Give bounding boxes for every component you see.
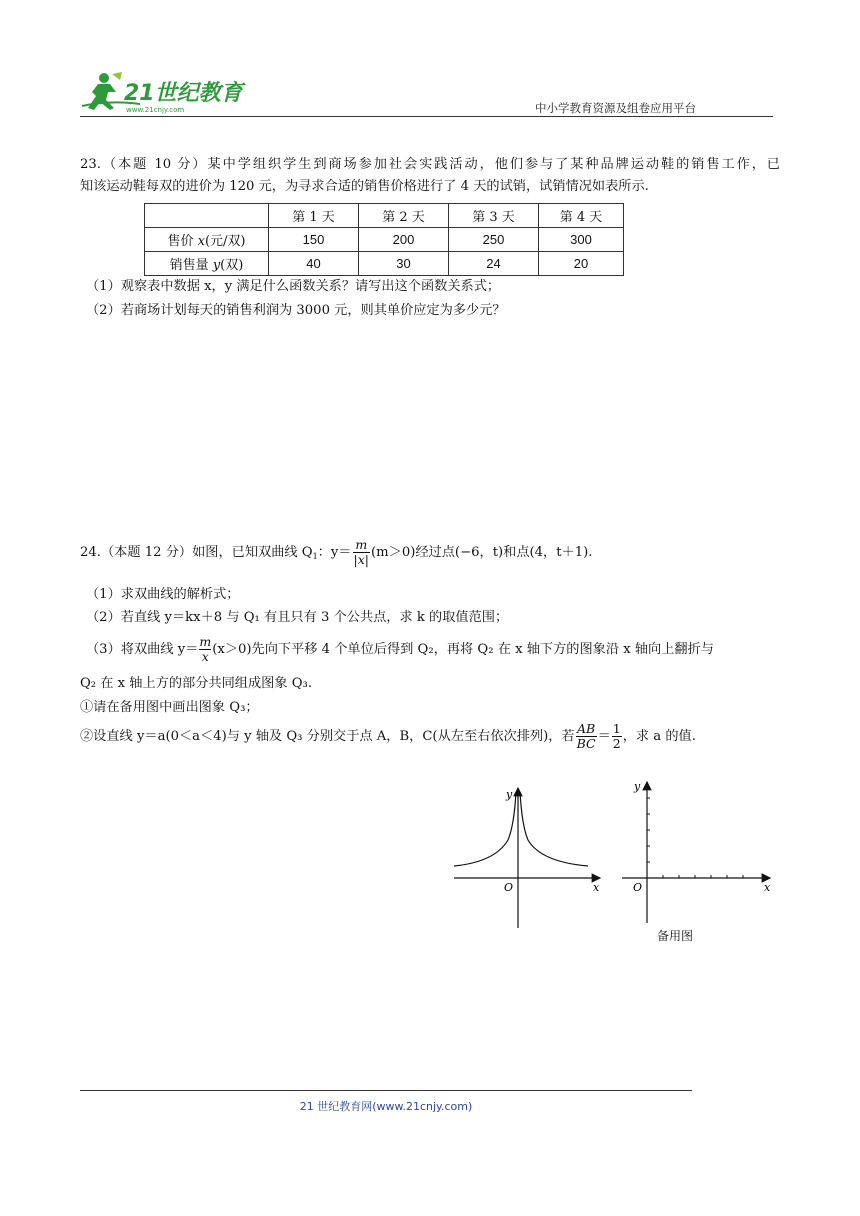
fig1-y-label: y [506, 788, 513, 801]
q23-line2: 知该运动鞋每双的进价为 120 元，为寻求合适的销售价格进行了 4 天的试销，试销情况如表所示. [80, 179, 649, 194]
q24-part2: ②设直线 y＝a(0＜a＜4)与 y 轴及 Q₃ 分别交于点 A，B，C(从左至右依次排列)，若 $\frac{AB}{BC}$ ＝ $\frac{1}{2}$ ，求 a 的值. [80, 721, 696, 751]
q23-line1: 23.（本题 10 分）某中学组织学生到商场参加社会实践活动，他们参与了某种品牌运动鞋的销售工作，已 [80, 157, 780, 172]
table-header-cell: 第 4 天 [539, 204, 624, 228]
table-header-row [145, 204, 624, 228]
figures-area [450, 778, 780, 948]
fraction-m-over-x: $\frac{m}{x}$ [199, 634, 212, 664]
q23-sub2: （2）若商场计划每天的销售利润为 3000 元，则其单价应定为多少元？ [86, 303, 506, 318]
header-divider [80, 116, 773, 117]
fig2-origin-label: O [633, 881, 643, 894]
q24-stem: 24.（本题 12 分）如图，已知双曲线 $Q_1$：y＝ $\frac{m}{|x|}$ (m＞0)经过点(−6，t)和点(4，t＋1). [80, 537, 593, 567]
logo-text: 21世纪教育 [124, 81, 243, 106]
figure-1-graph [454, 788, 600, 928]
row-label-quantity: 销售量 y(双) [145, 252, 269, 276]
header-platform-text: 中小学教育资源及组卷应用平台 [535, 101, 696, 115]
footer-divider [80, 1090, 692, 1091]
fig2-x-label: x [764, 881, 771, 894]
q23-sub1: （1）观察表中数据 x，y 满足什么函数关系？请写出这个函数关系式； [86, 279, 501, 294]
table-cell: 150 [269, 228, 359, 252]
q24-sub2: （2）若直线 y＝kx＋8 与 Q₁ 有且只有 3 个公共点，求 k 的取值范围； [86, 610, 509, 625]
fig2-y-label: y [634, 780, 641, 793]
table-row [145, 228, 624, 252]
fraction-m-over-abs-x: $\frac{m}{|x|}$ [353, 537, 369, 567]
sales-table [144, 203, 624, 276]
table-header-cell: 第 2 天 [359, 204, 449, 228]
table-cell: 40 [269, 252, 359, 276]
site-logo [80, 70, 255, 116]
table-row [145, 252, 624, 276]
table-cell: 20 [539, 252, 624, 276]
table-cell: 200 [359, 228, 449, 252]
fraction-one-half: $\frac{1}{2}$ [612, 721, 621, 751]
logo-url: www.21cnjy.com [126, 106, 185, 114]
table-cell: 30 [359, 252, 449, 276]
q23-stem [80, 154, 780, 198]
q24-sub3-line2: Q₂ 在 x 轴上方的部分共同组成图象 Q₃. [80, 676, 313, 691]
figure-2-backup-graph [622, 780, 771, 923]
q24-sub1: （1）求双曲线的解析式； [86, 587, 240, 602]
table-cell: 300 [539, 228, 624, 252]
fraction-ab-over-bc: $\frac{AB}{BC}$ [576, 721, 596, 751]
fig1-x-label: x [593, 881, 600, 894]
table-header-cell: 第 3 天 [449, 204, 539, 228]
footer-site-link[interactable]: 21 世纪教育网(www.21cnjy.com) [299, 1100, 473, 1113]
q24-part1: ①请在备用图中画出图象 Q₃； [80, 700, 259, 715]
table-header-cell [145, 204, 269, 228]
q24-sub3: （3）将双曲线 y＝ $\frac{m}{x}$ (x＞0)先向下平移 4 个单位后得到 Q₂，再将 Q₂ 在 x 轴下方的图象沿 x 轴向上翻折与 [86, 634, 714, 664]
figure-caption: 备用图 [657, 929, 694, 943]
table-cell: 250 [449, 228, 539, 252]
fig1-origin-label: O [504, 881, 514, 894]
row-label-price: 售价 x(元/双) [145, 228, 269, 252]
table-cell: 24 [449, 252, 539, 276]
table-header-cell: 第 1 天 [269, 204, 359, 228]
